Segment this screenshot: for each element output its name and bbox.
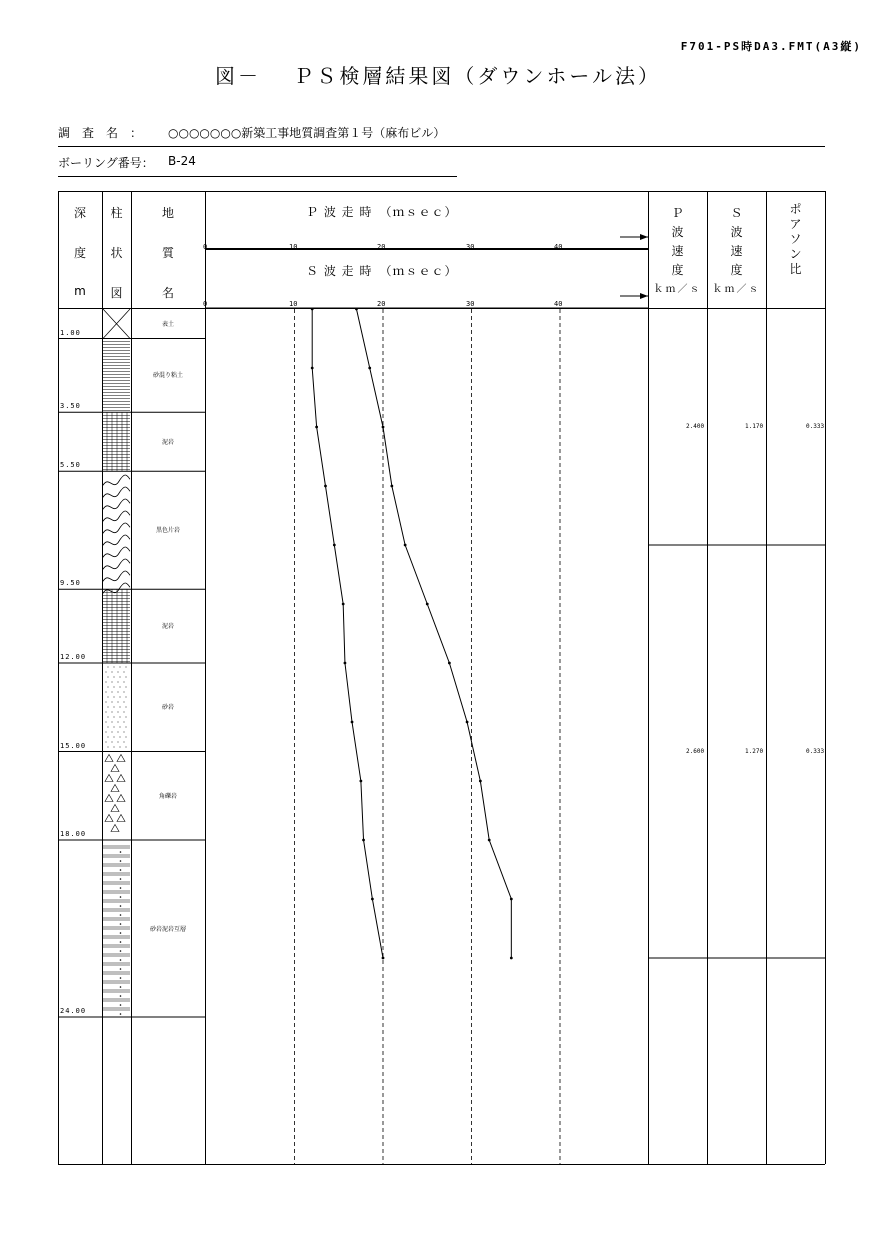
s-wave-curve <box>356 309 511 958</box>
log-pattern <box>120 878 122 880</box>
log-pattern <box>124 702 125 703</box>
log-pattern <box>120 727 121 728</box>
s-wave-point <box>466 721 469 724</box>
geology-name: 泥岩 <box>161 438 174 446</box>
log-pattern <box>112 672 113 673</box>
log-pattern <box>118 672 119 673</box>
log-pattern <box>108 687 109 688</box>
log-pattern <box>111 825 119 832</box>
log-pattern <box>120 707 121 708</box>
s-wave-point <box>426 603 429 606</box>
log-pattern <box>126 717 127 718</box>
log-pattern <box>126 677 127 678</box>
log-pattern <box>126 727 127 728</box>
s-axis-tick: 30 <box>466 300 475 308</box>
log-pattern <box>108 717 109 718</box>
s-axis-arrowhead <box>640 293 648 299</box>
s-velocity-value: 1.270 <box>745 747 764 755</box>
log-pattern <box>106 712 107 713</box>
log-pattern <box>112 702 113 703</box>
log-pattern <box>126 697 127 698</box>
p-wave-curve <box>312 309 383 958</box>
geology-name: 表土 <box>161 320 174 328</box>
log-pattern <box>117 775 125 782</box>
log-pattern <box>114 667 115 668</box>
p-wave-point <box>311 308 314 311</box>
log-pattern <box>117 815 125 822</box>
p-wave-point <box>311 367 314 370</box>
s-axis-tick: 20 <box>377 300 386 308</box>
geology-name: 黒色片岩 <box>155 527 180 535</box>
log-pattern <box>120 932 122 934</box>
log-pattern <box>124 692 125 693</box>
log-pattern <box>106 692 107 693</box>
s-axis-tick: 10 <box>289 300 298 308</box>
log-pattern <box>120 896 122 898</box>
s-velocity-value: 1.170 <box>745 423 764 430</box>
boring-label: ボーリング番号： <box>58 156 154 170</box>
log-pattern <box>108 747 109 748</box>
log-pattern <box>120 968 122 970</box>
geology-name: 泥岩 <box>161 623 174 631</box>
depth-label: 1.00 <box>60 328 81 337</box>
log-pattern <box>120 860 122 862</box>
log-pattern <box>118 722 119 723</box>
log-pattern <box>114 697 115 698</box>
log-pattern <box>112 722 113 723</box>
log-pattern <box>103 511 130 521</box>
depth-label: 18.00 <box>60 830 87 838</box>
p-velocity-header: Ｐ 波 速 度 ｋｍ／ｓ <box>653 206 702 295</box>
geology-name: 砂岩 <box>161 704 174 712</box>
log-pattern <box>118 742 119 743</box>
geology-name: 砂混り粘土 <box>152 372 183 380</box>
log-pattern <box>103 487 130 497</box>
log-pattern <box>126 747 127 748</box>
log-pattern <box>111 785 119 792</box>
log-pattern <box>108 727 109 728</box>
log-pattern <box>118 682 119 683</box>
p-wave-point <box>382 957 385 960</box>
log-pattern <box>120 905 122 907</box>
log-pattern <box>108 697 109 698</box>
s-time-title: Ｓ 波 走 時 （ｍｓｅｃ） <box>306 264 458 278</box>
log-pattern <box>126 687 127 688</box>
log-pattern <box>126 667 127 668</box>
p-wave-point <box>344 662 347 665</box>
log-pattern <box>120 717 121 718</box>
log-pattern <box>105 815 113 822</box>
p-wave-point <box>333 544 336 547</box>
log-pattern <box>106 732 107 733</box>
log-pattern <box>103 571 130 581</box>
log-pattern <box>118 692 119 693</box>
p-axis-tick: 10 <box>289 243 298 251</box>
geology-name: 角礫岩 <box>158 792 177 800</box>
log-pattern <box>106 682 107 683</box>
log-pattern <box>112 732 113 733</box>
p-wave-point <box>359 780 362 783</box>
p-wave-point <box>362 839 365 842</box>
log-pattern <box>120 986 122 988</box>
s-wave-point <box>382 426 385 429</box>
p-velocity-value: 2.400 <box>686 423 705 430</box>
log-pattern <box>114 727 115 728</box>
log-pattern <box>114 737 115 738</box>
log-pattern <box>103 535 130 545</box>
log-pattern <box>120 887 122 889</box>
log-pattern <box>103 475 130 485</box>
s-axis-tick: 0 <box>203 300 208 308</box>
geology-header: 地 質 名 <box>161 206 174 300</box>
s-wave-point <box>355 308 358 311</box>
log-pattern <box>106 722 107 723</box>
log-header: 柱 状 図 <box>110 206 123 300</box>
log-pattern <box>108 737 109 738</box>
log-pattern <box>126 737 127 738</box>
log-pattern <box>124 732 125 733</box>
log-pattern <box>117 795 125 802</box>
log-pattern <box>114 747 115 748</box>
log-pattern <box>117 755 125 762</box>
log-pattern <box>114 707 115 708</box>
log-pattern <box>112 742 113 743</box>
poisson-value: 0.333 <box>806 423 825 430</box>
log-pattern <box>114 717 115 718</box>
log-pattern <box>105 795 113 802</box>
log-pattern <box>120 914 122 916</box>
file-code: F701-PS時DA3.FMT(A3縦) <box>680 40 862 53</box>
log-pattern <box>120 1013 122 1015</box>
s-wave-point <box>510 957 513 960</box>
log-pattern <box>124 672 125 673</box>
log-pattern <box>118 732 119 733</box>
log-pattern <box>126 707 127 708</box>
s-wave-point <box>390 485 393 488</box>
log-pattern <box>103 523 130 533</box>
log-pattern <box>120 941 122 943</box>
boring-number: B-24 <box>168 154 196 168</box>
log-pattern <box>112 712 113 713</box>
p-axis-tick: 40 <box>554 243 563 251</box>
depth-label: 9.50 <box>60 579 81 588</box>
p-axis-arrowhead <box>640 234 648 240</box>
p-wave-point <box>371 898 374 901</box>
depth-label: 15.00 <box>60 741 87 750</box>
survey-label: 調 査 名 ： <box>58 126 143 140</box>
log-pattern <box>124 712 125 713</box>
log-pattern <box>120 977 122 979</box>
s-wave-point <box>368 367 371 370</box>
log-pattern <box>112 692 113 693</box>
s-wave-point <box>488 839 491 842</box>
log-pattern <box>106 672 107 673</box>
log-pattern <box>120 950 122 952</box>
geology-name: 砂岩泥岩互層 <box>149 925 186 933</box>
log-pattern <box>103 547 130 557</box>
log-pattern <box>114 687 115 688</box>
log-pattern <box>120 995 122 997</box>
p-wave-point <box>315 426 318 429</box>
log-pattern <box>120 747 121 748</box>
log-pattern <box>111 765 119 772</box>
log-pattern <box>124 722 125 723</box>
depth-label: 5.50 <box>60 461 81 470</box>
log-pattern <box>114 677 115 678</box>
depth-label: 24.00 <box>60 1007 87 1015</box>
p-axis-tick: 0 <box>203 243 208 251</box>
log-pattern <box>103 499 130 509</box>
log-pattern <box>120 923 122 925</box>
log-pattern <box>106 742 107 743</box>
s-velocity-header: Ｓ 波 速 度 ｋｍ／ｓ <box>712 206 761 295</box>
log-pattern <box>108 667 109 668</box>
poisson-value: 0.333 <box>806 747 825 755</box>
log-pattern <box>120 959 122 961</box>
log-pattern <box>105 755 113 762</box>
log-pattern <box>103 559 130 569</box>
log-pattern <box>124 682 125 683</box>
p-wave-point <box>351 721 354 724</box>
log-pattern <box>105 775 113 782</box>
log-pattern <box>120 697 121 698</box>
log-pattern <box>118 712 119 713</box>
log-pattern <box>120 1004 122 1006</box>
p-velocity-value: 2.600 <box>686 747 705 755</box>
log-pattern <box>120 737 121 738</box>
log-pattern <box>112 682 113 683</box>
log-pattern <box>108 677 109 678</box>
poisson-header: ポ ア ソ ン 比 <box>789 202 802 276</box>
p-wave-point <box>324 485 327 488</box>
depth-label: 12.00 <box>60 653 87 661</box>
p-time-title: Ｐ 波 走 時 （ｍｓｅｃ） <box>306 205 458 219</box>
log-pattern <box>120 851 122 853</box>
p-axis-tick: 20 <box>377 243 386 251</box>
survey-name: ○○○○○○○新築工事地質調査第１号（麻布ビル） <box>168 126 446 140</box>
log-pattern <box>106 702 107 703</box>
page-title: 図－ ＰＳ検層結果図（ダウンホール法） <box>215 64 661 88</box>
p-axis-tick: 30 <box>466 243 475 251</box>
log-pattern <box>120 677 121 678</box>
log-pattern <box>120 667 121 668</box>
s-wave-point <box>479 780 482 783</box>
log-pattern <box>111 805 119 812</box>
s-axis-tick: 40 <box>554 300 563 308</box>
log-pattern <box>120 687 121 688</box>
log-pattern <box>118 702 119 703</box>
log-pattern <box>120 869 122 871</box>
s-wave-point <box>448 662 451 665</box>
depth-label: 3.50 <box>60 402 81 411</box>
depth-header: 深 度 m <box>73 206 86 298</box>
log-pattern <box>124 742 125 743</box>
log-pattern <box>108 707 109 708</box>
s-wave-point <box>404 544 407 547</box>
p-wave-point <box>342 603 345 606</box>
s-wave-point <box>510 898 513 901</box>
